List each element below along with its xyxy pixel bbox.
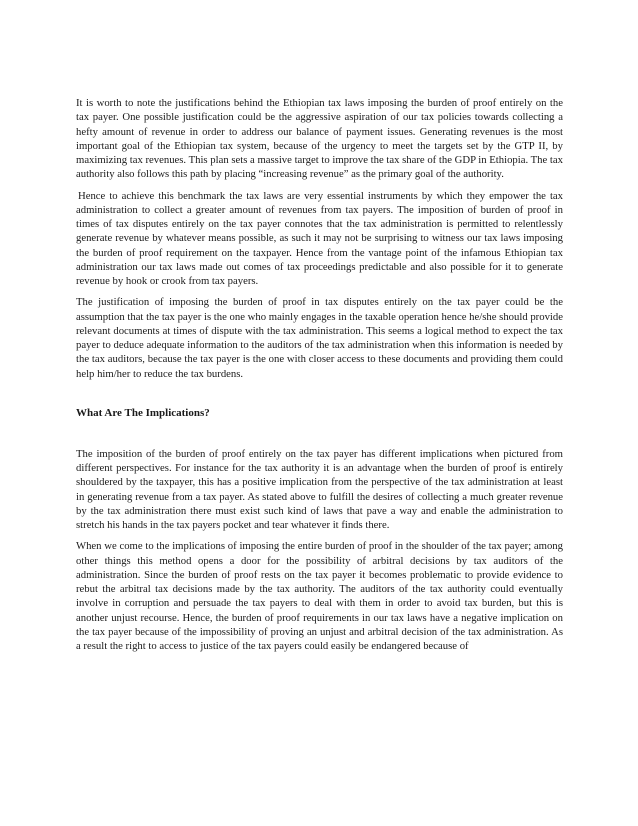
- paragraph-implications-perspectives: The imposition of the burden of proof entirely on the tax payer has different implications when pictured from different perspectives. For instance for the tax authority it is an advantage when the burden of proof is entirely shouldered by the taxpayer, this has a positive implication from the perspective of the tax administration at least in generating revenue from a tax payer. As stated above to fulfill the desires of collecting a much greater revenue by the tax administration there must exist such kind of laws that pave a way and enable the administration to stretch his hands in the tax payers pocket and tear whatever it finds there.: [76, 447, 563, 531]
- paragraph-assumption: The justification of imposing the burden of proof in tax disputes entirely on the tax payer could be the assumption that the tax payer is the one who mainly engages in the taxable operation hence he/she should provide relevant documents at times of dispute with the tax administration. This seems a logical method to expect the tax payer to deduce adequate information to the auditors of the tax administration when this information is needed by the tax auditors, because the tax payer is the one with closer access to these documents and providing them could help him/her to reduce the tax burdens.: [76, 296, 563, 380]
- paragraph-implications-arbitral: When we come to the implications of imposing the entire burden of proof in the shoulder of the tax payer; among other things this method opens a door for the possibility of arbitral decisions by tax auditors of the administration. Since the burden of proof rests on the tax payer it becomes problematic to provide evidence to rebut the arbitral tax decisions made by the tax authority. The auditors of the tax authority could eventually involve in corruption and persuade the tax payers to deal with them in order to avoid tax burden, but this is another unjust recourse. Hence, the burden of proof requirements in our tax laws have a negative implication on the tax payer because of the impossibility of proving an unjust and arbitral decision of the tax administration. As a result the right to access to justice of the tax payers could easily be endangered because of: [76, 540, 563, 652]
- section-heading: What Are The Implications?: [76, 406, 210, 419]
- paragraph-justification: It is worth to note the justifications behind the Ethiopian tax laws imposing the burden of proof entirely on the tax payer. One possible justification could be the aggressive aspiration of our tax policies towards collecting a hefty amount of revenue in order to address our balance of payment issues. Generating revenues is the most important goal of the Ethiopian tax system, because of the urgency to meet the targets set by the GTP II, by maximizing tax revenues. This plan sets a massive target to improve the tax share of the GDP in Ethiopia. The tax authority also follows this path by placing “increasing revenue” as the primary goal of the authority.: [76, 97, 563, 181]
- document-page: [76, 96, 563, 660]
- paragraph-benchmark: Hence to achieve this benchmark the tax laws are very essential instruments by which they empower the tax administration to collect a greater amount of revenues from tax payers. The imposition of burden of proof in times of tax disputes entirely on the tax payer connotes that the tax administration is permitted to relentlessly generate revenue by whatever means possible, as such it may not be surprising to witness our tax laws imposing the burden of proof requirement on the taxpayer. Hence from the vantage point of the infamous Ethiopian tax administration our tax laws made out comes of tax proceedings predictable and also possible for it to generate revenue by hook or crook from tax payers.: [76, 189, 563, 287]
